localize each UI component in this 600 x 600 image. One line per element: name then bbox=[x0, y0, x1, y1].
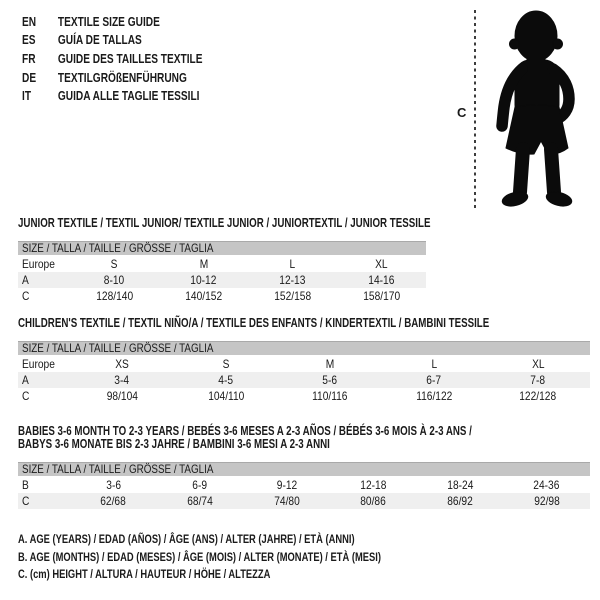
table-title-babies bbox=[18, 425, 590, 451]
table-title-junior bbox=[18, 216, 431, 230]
table-title-line: BABYS 3-6 MONATE BIS 2-3 JAHRE / BAMBINI 3-6 MESI A 2-3 ANNI bbox=[18, 436, 330, 451]
cell-text: 122/128 bbox=[519, 388, 557, 403]
cell-value bbox=[417, 477, 504, 493]
language-label: GUIDA ALLE TAGLIE TESSILI bbox=[57, 88, 200, 104]
cell-value bbox=[486, 388, 590, 404]
cell-text: 6-9 bbox=[192, 477, 208, 492]
cell-value bbox=[337, 256, 426, 272]
cell-text: 62/68 bbox=[100, 493, 127, 508]
language-label: TEXTILE SIZE GUIDE bbox=[57, 13, 160, 29]
cell-value bbox=[174, 356, 278, 372]
row-label bbox=[18, 477, 70, 493]
cell-text: 3-4 bbox=[114, 372, 130, 387]
cell-value bbox=[503, 493, 590, 509]
size-header-band bbox=[18, 341, 590, 355]
size-table-babies bbox=[18, 425, 590, 509]
cell-value bbox=[174, 372, 278, 388]
cell-value bbox=[70, 288, 159, 304]
cell-text: 9-12 bbox=[276, 477, 297, 492]
measurement-legend bbox=[18, 531, 483, 584]
legend-line-a: A. AGE (YEARS) / EDAD (AÑOS) / ÂGE (ANS) / ALTER (JAHRE) / ETÀ (ANNI) bbox=[18, 532, 355, 546]
cell-value bbox=[159, 256, 248, 272]
table-row bbox=[18, 256, 426, 272]
size-table bbox=[18, 256, 426, 304]
cell-value bbox=[70, 256, 159, 272]
cell-text: 80/86 bbox=[360, 493, 387, 508]
row-label bbox=[18, 356, 70, 372]
language-row-es bbox=[22, 31, 202, 50]
size-table-junior bbox=[18, 216, 431, 304]
cell-value bbox=[243, 493, 330, 509]
size-header-label: SIZE / TALLA / TAILLE / GRÖSSE / TAGLIA bbox=[22, 340, 214, 355]
cell-text: 7-8 bbox=[530, 372, 546, 387]
language-row-de bbox=[22, 68, 202, 87]
cell-text: 110/116 bbox=[312, 388, 348, 403]
cell-value bbox=[70, 493, 157, 509]
cell-text: 10-12 bbox=[190, 272, 217, 287]
cell-text: 6-7 bbox=[426, 372, 442, 387]
cell-text: S bbox=[111, 256, 118, 271]
cell-value bbox=[174, 388, 278, 404]
row-label bbox=[18, 256, 70, 272]
legend-line-b: B. AGE (MONTHS) / EDAD (MESES) / ÂGE (MOIS) / ALTER (MONATE) / ETÀ (MESI) bbox=[18, 549, 381, 564]
cell-text: 104/110 bbox=[207, 388, 245, 403]
cell-value bbox=[159, 272, 248, 288]
cell-text: 128/140 bbox=[96, 288, 133, 303]
cell-value bbox=[157, 493, 244, 509]
row-label bbox=[18, 288, 70, 304]
cell-text: 92/98 bbox=[533, 493, 560, 508]
language-label: TEXTILGRÖßENFÜHRUNG bbox=[57, 69, 187, 85]
cell-text: L bbox=[431, 356, 437, 371]
cell-value bbox=[382, 388, 486, 404]
cell-value bbox=[330, 493, 417, 509]
cell-value bbox=[382, 372, 486, 388]
table-row bbox=[18, 388, 590, 404]
table-row bbox=[18, 372, 590, 388]
size-header-band bbox=[18, 241, 426, 255]
cell-value bbox=[243, 477, 330, 493]
cell-text: XL bbox=[375, 256, 388, 271]
language-row-fr bbox=[22, 49, 202, 68]
size-table bbox=[18, 356, 590, 404]
cell-text: 158/170 bbox=[363, 288, 400, 303]
cell-text: C bbox=[22, 493, 30, 508]
language-label: GUÍA DE TALLAS bbox=[57, 32, 142, 48]
row-label bbox=[18, 388, 70, 404]
cell-text: C bbox=[22, 388, 30, 403]
table-row bbox=[18, 356, 590, 372]
cell-text: A bbox=[22, 372, 29, 387]
cell-text: 4-5 bbox=[218, 372, 234, 387]
cell-text: Europe bbox=[22, 256, 55, 271]
cell-text: 74/80 bbox=[273, 493, 300, 508]
language-row-it bbox=[22, 86, 202, 105]
cell-text: 12-18 bbox=[360, 477, 387, 492]
cell-value bbox=[70, 388, 174, 404]
cell-value bbox=[70, 272, 159, 288]
cell-text: Europe bbox=[22, 356, 55, 371]
cell-value bbox=[503, 477, 590, 493]
legend-line-c: C. (cm) HEIGHT / ALTURA / HAUTEUR / HÖHE / ALTEZZA bbox=[18, 567, 271, 582]
cell-value bbox=[417, 493, 504, 509]
cell-value bbox=[159, 288, 248, 304]
cell-text: 8-10 bbox=[104, 272, 125, 287]
row-label bbox=[18, 493, 70, 509]
size-table bbox=[18, 477, 590, 509]
cell-value bbox=[330, 477, 417, 493]
size-header-label: SIZE / TALLA / TAILLE / GRÖSSE / TAGLIA bbox=[22, 240, 214, 255]
cell-text: C bbox=[22, 288, 30, 303]
cell-value bbox=[278, 356, 382, 372]
cell-text: A bbox=[22, 272, 29, 287]
table-title-line: CHILDREN'S TEXTILE / TEXTIL NIÑO/A / TEXTILE DES ENFANTS / KINDERTEXTIL / BAMBINI TESSILE bbox=[18, 316, 490, 330]
cell-text: 140/152 bbox=[185, 288, 222, 303]
cell-text: 116/122 bbox=[415, 388, 453, 403]
cell-value bbox=[337, 272, 426, 288]
cell-text: XS bbox=[115, 356, 129, 371]
cell-value bbox=[70, 372, 174, 388]
cell-text: 68/74 bbox=[187, 493, 213, 508]
cell-text: 152/158 bbox=[274, 288, 311, 303]
table-title-line: BABIES 3-6 MONTH TO 2-3 YEARS / BEBÉS 3-6 MESES A 2-3 AÑOS / BÉBÉS 3-6 MOIS À 2-3 ANS / bbox=[18, 424, 472, 438]
language-code: ES bbox=[22, 32, 36, 48]
cell-text: M bbox=[325, 356, 335, 371]
cell-text: 3-6 bbox=[105, 477, 121, 492]
size-header-band bbox=[18, 462, 590, 476]
cell-value bbox=[70, 356, 174, 372]
cell-text: XL bbox=[531, 356, 545, 371]
cell-value bbox=[382, 356, 486, 372]
cell-value bbox=[486, 372, 590, 388]
language-code: IT bbox=[22, 88, 32, 104]
cell-text: 86/92 bbox=[447, 493, 473, 508]
table-row bbox=[18, 288, 426, 304]
cell-text: 24-36 bbox=[533, 477, 560, 492]
cell-text: B bbox=[22, 477, 29, 492]
language-code: DE bbox=[22, 69, 37, 85]
language-row-en bbox=[22, 12, 202, 31]
cell-value bbox=[248, 288, 337, 304]
table-row bbox=[18, 272, 426, 288]
table-title-line: JUNIOR TEXTILE / TEXTIL JUNIOR/ TEXTILE JUNIOR / JUNIORTEXTIL / JUNIOR TESSILE bbox=[18, 216, 431, 230]
cell-value bbox=[248, 272, 337, 288]
size-table-children bbox=[18, 317, 590, 404]
cell-text: S bbox=[222, 356, 230, 371]
table-row bbox=[18, 477, 590, 493]
language-list bbox=[22, 12, 253, 105]
language-code: EN bbox=[22, 13, 37, 29]
cell-text: 5-6 bbox=[322, 372, 338, 387]
cell-value bbox=[157, 477, 244, 493]
language-code: FR bbox=[22, 50, 36, 66]
height-marker-label: C bbox=[457, 105, 467, 120]
cell-value bbox=[337, 288, 426, 304]
cell-value bbox=[278, 388, 382, 404]
size-header-label: SIZE / TALLA / TAILLE / GRÖSSE / TAGLIA bbox=[22, 461, 214, 476]
cell-value bbox=[70, 477, 157, 493]
language-label: GUIDE DES TAILLES TEXTILE bbox=[57, 50, 203, 66]
baby-silhouette-figure bbox=[469, 7, 597, 213]
cell-text: L bbox=[289, 256, 296, 271]
baby-silhouette-icon bbox=[501, 11, 573, 208]
cell-value bbox=[486, 356, 590, 372]
row-label bbox=[18, 372, 70, 388]
cell-text: 12-13 bbox=[279, 272, 306, 287]
table-row bbox=[18, 493, 590, 509]
cell-text: 14-16 bbox=[368, 272, 395, 287]
cell-text: 18-24 bbox=[446, 477, 473, 492]
row-label bbox=[18, 272, 70, 288]
cell-text: M bbox=[199, 256, 208, 271]
table-title-children bbox=[18, 317, 590, 330]
cell-value bbox=[248, 256, 337, 272]
cell-value bbox=[278, 372, 382, 388]
cell-text: 98/104 bbox=[106, 388, 138, 403]
